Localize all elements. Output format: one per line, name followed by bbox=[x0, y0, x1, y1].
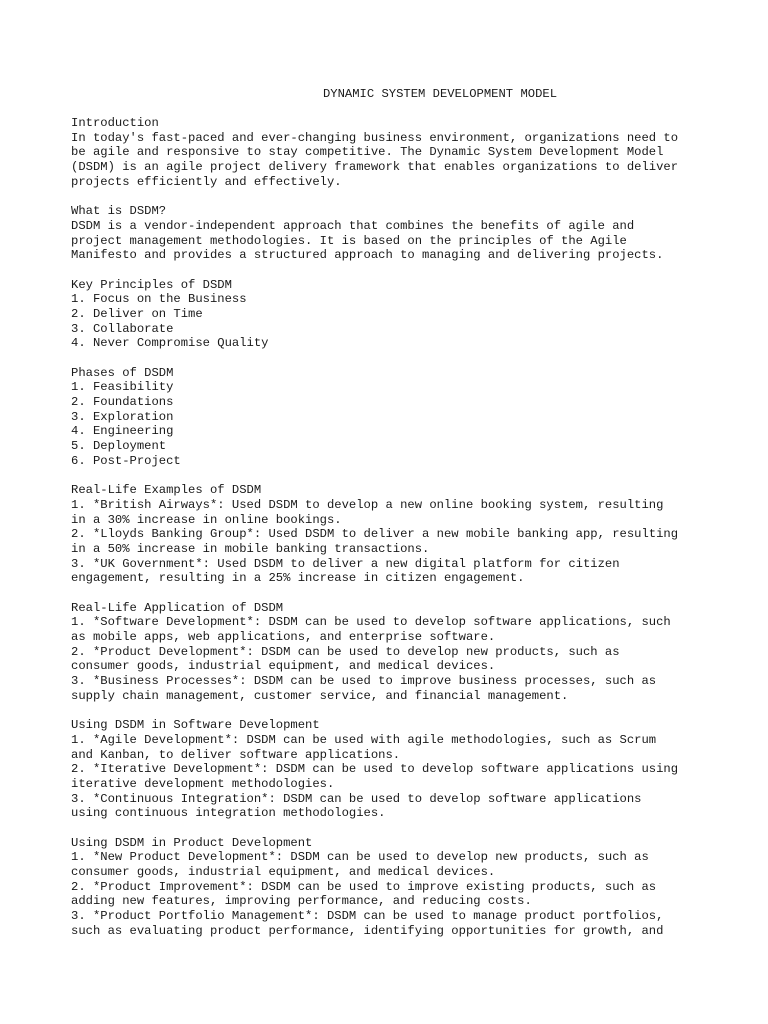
list-item: engagement, resulting in a 25% increase in citizen engagement. bbox=[71, 571, 525, 586]
list-item: 2. *Product Improvement*: DSDM can be used to improve existing products, such as bbox=[71, 879, 657, 894]
section-what-is-dsdm bbox=[71, 204, 711, 263]
list-item: 6. Post-Project bbox=[71, 453, 181, 468]
list-item: 3. Collaborate bbox=[71, 321, 174, 336]
section-key-principles bbox=[71, 278, 711, 351]
list-item: 1. Focus on the Business bbox=[71, 292, 247, 307]
section-introduction bbox=[71, 116, 711, 189]
list-item: using continuous integration methodologies. bbox=[71, 806, 386, 821]
list-item: 3. *Product Portfolio Management*: DSDM can be used to manage product portfolios, bbox=[71, 909, 664, 924]
list-item: 1. *Agile Development*: DSDM can be used with agile methodologies, such as Scrum bbox=[71, 732, 657, 747]
list-item: such as evaluating product performance, identifying opportunities for growth, and bbox=[71, 923, 664, 938]
list-item: 3. *Business Processes*: DSDM can be used to improve business processes, such as bbox=[71, 674, 657, 689]
list-item: 3. Exploration bbox=[71, 409, 174, 424]
list-item: 2. Foundations bbox=[71, 395, 174, 410]
section-heading: What is DSDM? bbox=[71, 204, 167, 219]
section-real-life-application bbox=[71, 601, 711, 704]
paragraph-line: project management methodologies. It is based on the principles of the Agile bbox=[71, 233, 627, 248]
section-heading: Phases of DSDM bbox=[71, 365, 174, 380]
document-body bbox=[71, 116, 711, 953]
list-item: 3. *UK Government*: Used DSDM to deliver a new digital platform for citizen bbox=[71, 556, 620, 571]
list-item: 4. Never Compromise Quality bbox=[71, 336, 269, 351]
section-heading: Real-Life Application of DSDM bbox=[71, 600, 284, 615]
section-phases bbox=[71, 366, 711, 469]
list-item: 1. Feasibility bbox=[71, 380, 174, 395]
list-item: 2. Deliver on Time bbox=[71, 306, 203, 321]
paragraph-line: (DSDM) is an agile project delivery framework that enables organizations to deliver bbox=[71, 160, 679, 175]
paragraph-line: projects efficiently and effectively. bbox=[71, 174, 342, 189]
list-item: as mobile apps, web applications, and enterprise software. bbox=[71, 630, 496, 645]
list-item: 4. Engineering bbox=[71, 424, 174, 439]
list-item: consumer goods, industrial equipment, and medical devices. bbox=[71, 659, 496, 674]
list-item: in a 50% increase in mobile banking transactions. bbox=[71, 541, 430, 556]
list-item: 1. *British Airways*: Used DSDM to develop a new online booking system, resulting bbox=[71, 497, 664, 512]
section-heading: Key Principles of DSDM bbox=[71, 277, 232, 292]
list-item: adding new features, improving performance, and reducing costs. bbox=[71, 894, 532, 909]
list-item: 1. *New Product Development*: DSDM can be used to develop new products, such as bbox=[71, 850, 649, 865]
list-item: 2. *Lloyds Banking Group*: Used DSDM to deliver a new mobile banking app, resulting bbox=[71, 527, 679, 542]
list-item: consumer goods, industrial equipment, and medical devices. bbox=[71, 865, 496, 880]
section-heading: Using DSDM in Software Development bbox=[71, 718, 320, 733]
list-item: and Kanban, to deliver software applications. bbox=[71, 747, 401, 762]
section-software-development bbox=[71, 718, 711, 821]
document-title: DYNAMIC SYSTEM DEVELOPMENT MODEL bbox=[322, 87, 558, 101]
list-item: 1. *Software Development*: DSDM can be used to develop software applications, such bbox=[71, 615, 671, 630]
paragraph-line: Manifesto and provides a structured approach to managing and delivering projects. bbox=[71, 248, 664, 263]
section-heading: Real-Life Examples of DSDM bbox=[71, 483, 262, 498]
paragraph-line: DSDM is a vendor-independent approach that combines the benefits of agile and bbox=[71, 218, 635, 233]
list-item: in a 30% increase in online bookings. bbox=[71, 512, 342, 527]
section-heading: Introduction bbox=[71, 116, 159, 130]
section-real-life-examples bbox=[71, 483, 711, 586]
list-item: 3. *Continuous Integration*: DSDM can be used to develop software applications bbox=[71, 791, 642, 806]
list-item: 5. Deployment bbox=[71, 439, 167, 454]
paragraph-line: be agile and responsive to stay competitive. The Dynamic System Development Model bbox=[71, 145, 664, 160]
list-item: iterative development methodologies. bbox=[71, 776, 335, 791]
section-product-development bbox=[71, 836, 711, 939]
list-item: 2. *Iterative Development*: DSDM can be used to develop software applications using bbox=[71, 762, 679, 777]
list-item: 2. *Product Development*: DSDM can be used to develop new products, such as bbox=[71, 644, 620, 659]
paragraph-line: In today's fast-paced and ever-changing business environment, organizations need to bbox=[71, 130, 679, 145]
list-item: supply chain management, customer service, and financial management. bbox=[71, 688, 569, 703]
section-heading: Using DSDM in Product Development bbox=[71, 835, 313, 850]
